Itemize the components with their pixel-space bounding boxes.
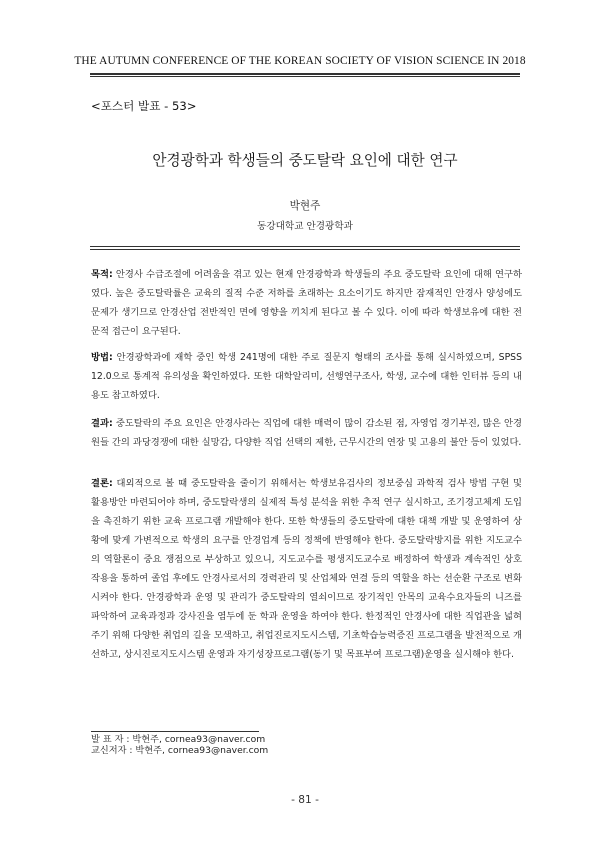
header-rule-top	[90, 73, 520, 75]
conference-header: THE AUTUMN CONFERENCE OF THE KOREAN SOCIETY OF VISION SCIENCE IN 2018	[74, 55, 526, 67]
title-rule-bottom	[90, 249, 520, 250]
section-method	[91, 348, 522, 405]
header-rule-bottom	[90, 76, 520, 77]
section-text: 대외적으로 볼 때 중도탈락을 줄이기 위해서는 학생보유검사의 정보중심 과학적 검사 방법 구현 및 활용방안 마련되어야 하며, 중도탈락생의 실제적 특성 분석을 위한 추적 연구 실시하고, 조기경고체계 도입을 촉진하기 위한 교육 프로그램 개발해야 한다. 또한 학생들의 중도탈락에 대한 대책 개발 및 운영하여 상황에 맞게 가변적으로 학생의 요구를 안경업계 등의 정책에 반영해야 한다. 중도탈락방지를 위한 지도교수의 역할론이 중요 쟁점으로 부상하고 있으니, 지도교수를 평생지도교수로 배정하여 학생과 계속적인 상호 작용을 통하여 졸업 후에도 안경사로서의 경력관리 및 산업체와 연결 등의 역할을 하는 선순환 구조로 변화시켜야 한다. 안경광학과 운영 및 관리가 중도탈락의 열쇠이므로 장기적인 안목의 교육수요자들의 니즈를 파악하여 교육과정과 강사진을 염두에 둔 학과 운영을 하여야 한다. 한정적인 안경사에 대한 직업관을 넓혀주기 위해 다양한 취업의 길을 모색하고, 취업진로지도시스템, 기초학습능력증진 프로그램을 발전적으로 개선하고, 상시진로지도시스템 운영과 자기성장프로그램(동기 및 목표부여 프로그램)운영을 실시해야 한다.	[91, 478, 522, 660]
footnote-corresponding: 교신저자 : 박현주, cornea93@naver.com	[91, 745, 269, 756]
author-affiliation: 동강대학교 안경광학과	[257, 221, 353, 232]
footnote-presenter: 발 표 자 : 박현주, cornea93@naver.com	[91, 734, 266, 745]
section-text: 중도탈락의 주요 요인은 안경사라는 직업에 대한 매력이 많이 감소된 점, 자영업 경기부진, 많은 안경원들 간의 과당경쟁에 대한 실망감, 다양한 직업 선택의 제한, 근무시간의 연장 및 고용의 불안 등이 있었다.	[91, 418, 522, 448]
footnote	[91, 734, 268, 756]
page-number: - 81 -	[291, 794, 319, 806]
section-text: 안경사 수급조절에 어려움을 겪고 있는 현재 안경광학과 학생들의 주요 중도탈락 요인에 대해 연구하였다. 높은 중도탈락률은 교육의 질적 수준 저하를 초래하는 요소이기도 하지만 잠재적인 안경사 양성에도 문제가 생기므로 안경산업 전반적인 면에 영향을 끼치게 된다고 볼 수 있다. 이에 따라 학생보유에 대한 전문적 접근이 요구된다.	[91, 269, 522, 337]
paper-title: 안경광학과 학생들의 중도탈락 요인에 대한 연구	[152, 152, 458, 169]
section-label: 결론:	[91, 478, 113, 489]
section-label: 목적:	[91, 269, 113, 280]
poster-number: <포스터 발표 - 53>	[91, 99, 197, 113]
section-results	[91, 414, 522, 452]
author-name: 박현주	[289, 200, 321, 212]
section-text: 안경광학과에 재학 중인 학생 241명에 대한 주로 질문지 형태의 조사를 통해 실시하였으며, SPSS 12.0으로 통계적 유의성을 확인하였다. 또한 대학알리미, 선행연구조사, 학생, 교수에 대한 인터뷰 등의 내용도 참고하였다.	[91, 352, 522, 401]
section-purpose	[91, 265, 522, 341]
section-label: 방법:	[91, 352, 113, 363]
footnote-rule	[91, 731, 259, 732]
title-rule-top	[90, 246, 520, 247]
section-conclusion	[91, 474, 522, 664]
section-label: 결과:	[91, 418, 113, 429]
